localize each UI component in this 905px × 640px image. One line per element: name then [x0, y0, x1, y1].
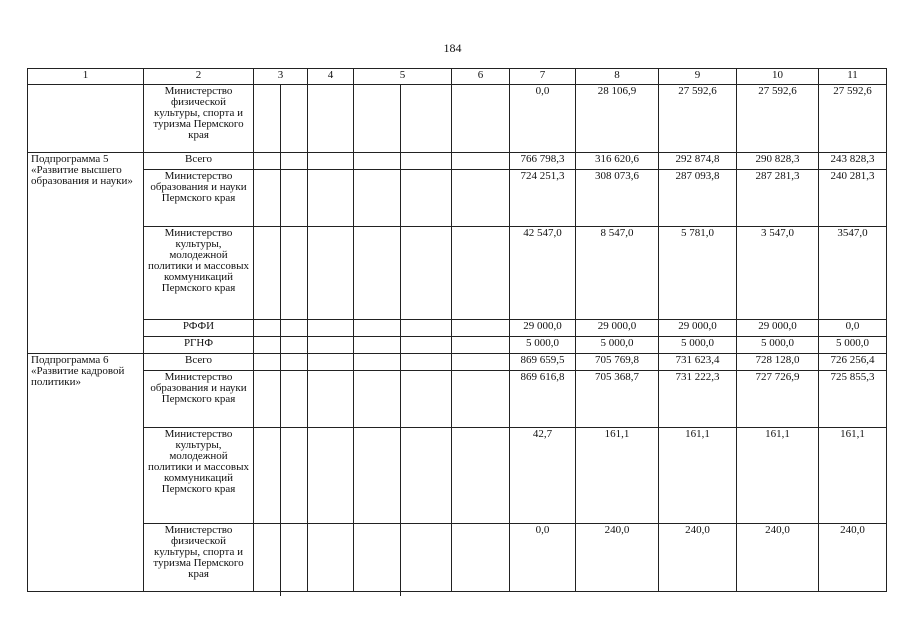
value-cell: 243 828,3	[819, 153, 887, 170]
empty-cell	[354, 428, 452, 524]
budget-table	[27, 68, 887, 592]
value-cell: 161,1	[576, 428, 659, 524]
empty-cell	[452, 354, 510, 371]
value-cell: 869 659,5	[510, 354, 576, 371]
empty-cell	[452, 320, 510, 337]
value-cell: 161,1	[737, 428, 819, 524]
source-cell: Министерство культуры, молодежной политики и массовых коммуникаций Пермского края	[144, 227, 254, 320]
value-cell: 5 781,0	[659, 227, 737, 320]
empty-cell	[308, 227, 354, 320]
table-row	[28, 524, 887, 592]
value-cell: 725 855,3	[819, 371, 887, 428]
column-header: 6	[452, 69, 510, 85]
value-cell: 0,0	[510, 85, 576, 153]
empty-cell	[354, 227, 452, 320]
column-header: 7	[510, 69, 576, 85]
empty-cell	[452, 371, 510, 428]
value-cell: 42 547,0	[510, 227, 576, 320]
value-cell: 42,7	[510, 428, 576, 524]
value-cell: 727 726,9	[737, 371, 819, 428]
source-cell: Министерство физической культуры, спорта и туризма Пермского края	[144, 85, 254, 153]
table-row	[28, 227, 887, 320]
empty-cell	[452, 153, 510, 170]
empty-cell	[308, 337, 354, 354]
value-cell: 5 000,0	[737, 337, 819, 354]
program-cell: Подпрограмма 6 «Развитие кадровой политики»	[28, 354, 144, 592]
value-cell: 27 592,6	[659, 85, 737, 153]
empty-cell	[354, 371, 452, 428]
value-cell: 705 769,8	[576, 354, 659, 371]
value-cell: 29 000,0	[659, 320, 737, 337]
value-cell: 287 281,3	[737, 170, 819, 227]
page-number: 184	[443, 41, 462, 55]
empty-cell	[308, 170, 354, 227]
value-cell: 240,0	[576, 524, 659, 592]
value-cell: 316 620,6	[576, 153, 659, 170]
value-cell: 3 547,0	[737, 227, 819, 320]
empty-cell	[308, 320, 354, 337]
table-row	[28, 153, 887, 170]
empty-cell	[308, 428, 354, 524]
empty-cell	[354, 85, 452, 153]
value-cell: 290 828,3	[737, 153, 819, 170]
column-header: 8	[576, 69, 659, 85]
column-divider	[400, 84, 401, 596]
empty-cell	[308, 153, 354, 170]
header-row	[28, 69, 887, 85]
source-cell: Министерство культуры, молодежной политики и массовых коммуникаций Пермского края	[144, 428, 254, 524]
empty-cell	[452, 85, 510, 153]
value-cell: 5 000,0	[819, 337, 887, 354]
empty-cell	[354, 524, 452, 592]
value-cell: 5 000,0	[659, 337, 737, 354]
value-cell: 705 368,7	[576, 371, 659, 428]
empty-cell	[354, 337, 452, 354]
value-cell: 308 073,6	[576, 170, 659, 227]
source-cell: Министерство образования и науки Пермского края	[144, 371, 254, 428]
column-header: 5	[354, 69, 452, 85]
source-cell: Всего	[144, 153, 254, 170]
source-cell: РГНФ	[144, 337, 254, 354]
source-cell: Министерство физической культуры, спорта и туризма Пермского края	[144, 524, 254, 592]
value-cell: 292 874,8	[659, 153, 737, 170]
value-cell: 240,0	[737, 524, 819, 592]
table-row	[28, 337, 887, 354]
value-cell: 3547,0	[819, 227, 887, 320]
value-cell: 5 000,0	[510, 337, 576, 354]
column-divider	[280, 84, 281, 596]
value-cell: 8 547,0	[576, 227, 659, 320]
value-cell: 726 256,4	[819, 354, 887, 371]
value-cell: 724 251,3	[510, 170, 576, 227]
column-header: 1	[28, 69, 144, 85]
table-row	[28, 371, 887, 428]
value-cell: 869 616,8	[510, 371, 576, 428]
value-cell: 731 623,4	[659, 354, 737, 371]
value-cell: 27 592,6	[819, 85, 887, 153]
program-cell: Подпрограмма 5 «Развитие высшего образования и науки»	[28, 153, 144, 354]
source-cell: РФФИ	[144, 320, 254, 337]
value-cell: 731 222,3	[659, 371, 737, 428]
table-row	[28, 320, 887, 337]
value-cell: 240,0	[819, 524, 887, 592]
column-header: 10	[737, 69, 819, 85]
value-cell: 5 000,0	[576, 337, 659, 354]
column-header: 11	[819, 69, 887, 85]
column-header: 3	[254, 69, 308, 85]
value-cell: 766 798,3	[510, 153, 576, 170]
value-cell: 728 128,0	[737, 354, 819, 371]
value-cell: 287 093,8	[659, 170, 737, 227]
empty-cell	[354, 354, 452, 371]
value-cell: 0,0	[819, 320, 887, 337]
empty-cell	[354, 320, 452, 337]
empty-cell	[452, 170, 510, 227]
source-cell: Всего	[144, 354, 254, 371]
empty-cell	[308, 524, 354, 592]
source-cell: Министерство образования и науки Пермского края	[144, 170, 254, 227]
value-cell: 29 000,0	[576, 320, 659, 337]
value-cell: 240 281,3	[819, 170, 887, 227]
column-header: 9	[659, 69, 737, 85]
table-row	[28, 170, 887, 227]
value-cell: 28 106,9	[576, 85, 659, 153]
value-cell: 29 000,0	[510, 320, 576, 337]
empty-cell	[354, 170, 452, 227]
program-cell	[28, 85, 144, 153]
empty-cell	[308, 371, 354, 428]
table-row	[28, 85, 887, 153]
value-cell: 27 592,6	[737, 85, 819, 153]
value-cell: 161,1	[659, 428, 737, 524]
value-cell: 0,0	[510, 524, 576, 592]
table-row	[28, 428, 887, 524]
column-header: 2	[144, 69, 254, 85]
value-cell: 29 000,0	[737, 320, 819, 337]
empty-cell	[452, 524, 510, 592]
empty-cell	[452, 227, 510, 320]
empty-cell	[308, 354, 354, 371]
table-row	[28, 354, 887, 371]
empty-cell	[452, 428, 510, 524]
empty-cell	[308, 85, 354, 153]
value-cell: 240,0	[659, 524, 737, 592]
column-header: 4	[308, 69, 354, 85]
value-cell: 161,1	[819, 428, 887, 524]
empty-cell	[354, 153, 452, 170]
empty-cell	[452, 337, 510, 354]
